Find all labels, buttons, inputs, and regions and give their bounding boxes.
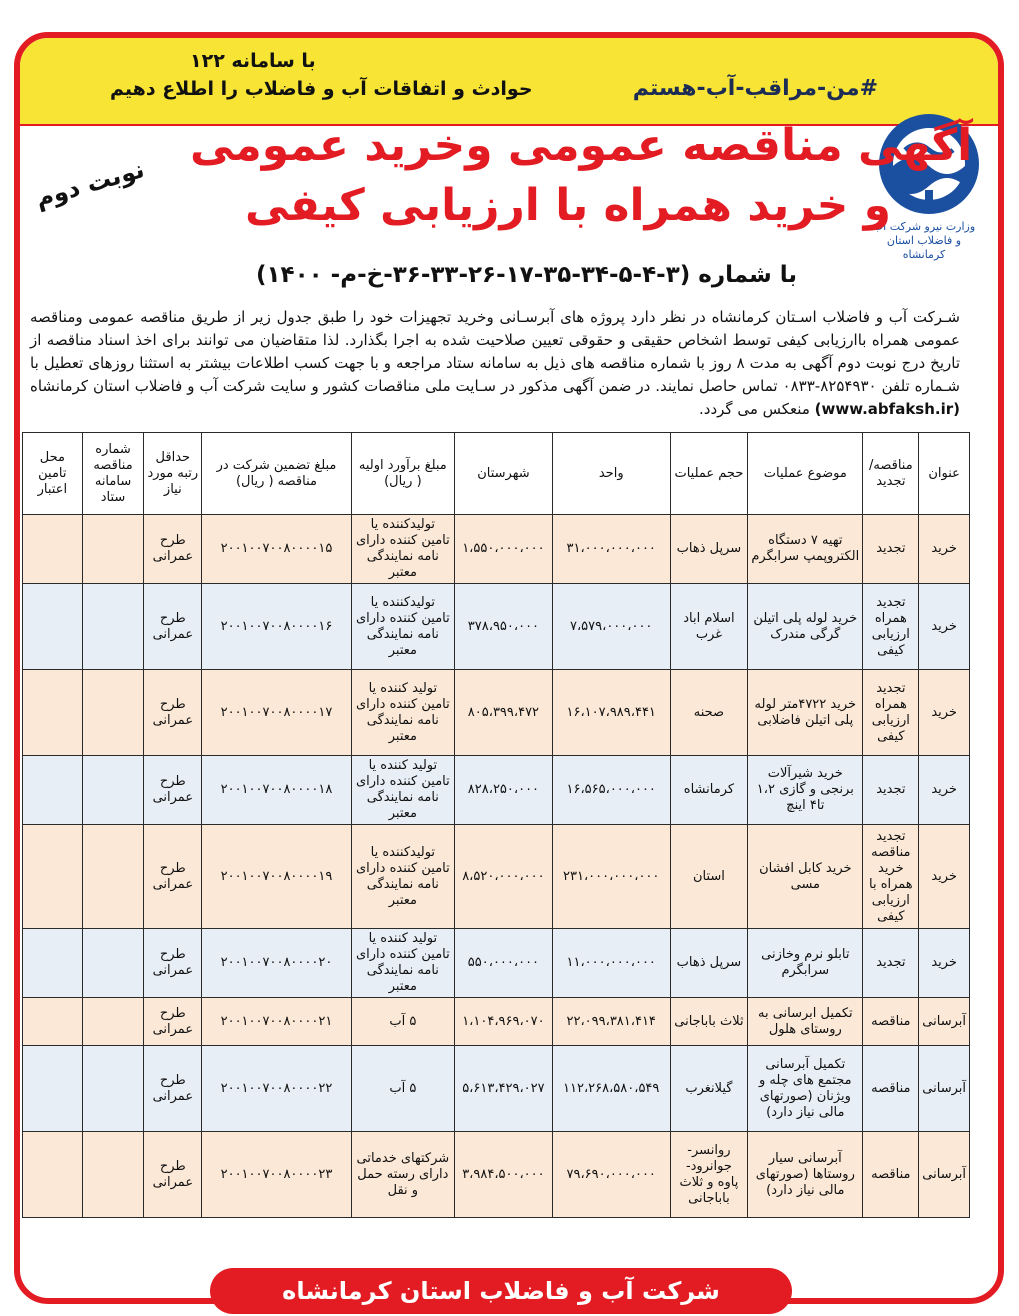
table-row — [23, 670, 970, 756]
cell-city: ۱،۵۵۰،۰۰۰،۰۰۰ — [454, 515, 552, 584]
cell-subject: تکمیل ابرسانی به روستای هلول — [748, 998, 863, 1046]
cell-guarantee: ۲۰۰۱۰۰۷۰۰۸۰۰۰۰۱۸ — [202, 756, 351, 825]
cell-title: خرید — [919, 825, 970, 929]
cell-type: تجدید — [863, 515, 919, 584]
cell-city: ۳،۹۸۴،۵۰۰،۰۰۰ — [454, 1132, 552, 1218]
cell-fund — [23, 1132, 83, 1218]
cell-estimate: تولیدکننده یا تامین کننده دارای نامه نمایندگی معتبر — [351, 825, 454, 929]
cell-volume: سرپل ذهاب — [670, 515, 748, 584]
cell-guarantee: ۲۰۰۱۰۰۷۰۰۸۰۰۰۰۲۰ — [202, 929, 351, 998]
intro-tail: منعکس می گردد. — [699, 400, 810, 418]
table-row — [23, 515, 970, 584]
cell-setad — [82, 1046, 144, 1132]
cell-estimate: ۵ آب — [351, 1046, 454, 1132]
table-header-row — [23, 433, 970, 515]
cell-fund — [23, 929, 83, 998]
cell-city: ۱،۱۰۴،۹۶۹،۰۷۰ — [454, 998, 552, 1046]
header-volume: حجم عملیات — [670, 433, 748, 515]
table-row — [23, 929, 970, 998]
cell-setad — [82, 515, 144, 584]
cell-estimate: تولیدکننده یا تامین کننده دارای نامه نمایندگی معتبر — [351, 584, 454, 670]
cell-fund — [23, 670, 83, 756]
hotline-line-2: حوادث و اتفاقات آب و فاضلاب را اطلاع دهیم — [110, 78, 533, 100]
cell-unit: ۲۳۱،۰۰۰،۰۰۰،۰۰۰ — [552, 825, 670, 929]
cell-subject: خرید کابل افشان مسی — [748, 825, 863, 929]
cell-subject: تکمیل آبرسانی مجتمع های چله و ویژنان (صورتهای مالی نیاز دارد) — [748, 1046, 863, 1132]
cell-volume: صحنه — [670, 670, 748, 756]
cell-city: ۵،۶۱۳،۴۲۹،۰۲۷ — [454, 1046, 552, 1132]
cell-type: تجدید — [863, 756, 919, 825]
cell-volume: گیلانغرب — [670, 1046, 748, 1132]
title-line-1: آگهی مناقصه عمومی وخرید عمومی — [190, 120, 973, 171]
cell-rank: طرح عمرانی — [144, 515, 202, 584]
cell-guarantee: ۲۰۰۱۰۰۷۰۰۸۰۰۰۰۲۱ — [202, 998, 351, 1046]
table-row — [23, 584, 970, 670]
cell-setad — [82, 584, 144, 670]
cell-unit: ۳۱،۰۰۰،۰۰۰،۰۰۰ — [552, 515, 670, 584]
footer-company-banner: شرکت آب و فاضلاب استان کرمانشاه — [210, 1268, 792, 1314]
cell-type: تجدید همراه ارزیابی کیفی — [863, 670, 919, 756]
cell-estimate: تولید کننده یا تامین کننده دارای نامه نمایندگی معتبر — [351, 756, 454, 825]
cell-fund — [23, 825, 83, 929]
cell-unit: ۱۱۲،۲۶۸،۵۸۰،۵۴۹ — [552, 1046, 670, 1132]
cell-setad — [82, 998, 144, 1046]
cell-guarantee: ۲۰۰۱۰۰۷۰۰۸۰۰۰۰۲۲ — [202, 1046, 351, 1132]
header-fund: محل تامین اعتبار — [23, 433, 83, 515]
header-unit: واحد — [552, 433, 670, 515]
table-row — [23, 998, 970, 1046]
cell-city: ۵۵۰،۰۰۰،۰۰۰ — [454, 929, 552, 998]
cell-setad — [82, 670, 144, 756]
cell-fund — [23, 998, 83, 1046]
intro-paragraph — [30, 306, 960, 421]
header-guarantee: مبلغ تضمین شرکت در مناقصه ( ریال) — [202, 433, 351, 515]
cell-unit: ۱۱،۰۰۰،۰۰۰،۰۰۰ — [552, 929, 670, 998]
cell-setad — [82, 756, 144, 825]
cell-estimate: تولید کننده یا تامین کننده دارای نامه نمایندگی معتبر — [351, 929, 454, 998]
cell-rank: طرح عمرانی — [144, 1132, 202, 1218]
cell-subject: خرید ۴۷۲۲متر لوله پلی اتیلن فاضلابی — [748, 670, 863, 756]
header-setad: شماره مناقصه سامانه ستاد — [82, 433, 144, 515]
cell-title: خرید — [919, 515, 970, 584]
cell-type: مناقصه — [863, 1132, 919, 1218]
cell-city: ۸،۵۲۰،۰۰۰،۰۰۰ — [454, 825, 552, 929]
cell-setad — [82, 825, 144, 929]
cell-subject: آبرسانی سیار روستاها (صورتهای مالی نیاز دارد) — [748, 1132, 863, 1218]
cell-unit: ۱۶،۱۰۷،۹۸۹،۴۴۱ — [552, 670, 670, 756]
cell-rank: طرح عمرانی — [144, 929, 202, 998]
table-row — [23, 825, 970, 929]
cell-volume: استان — [670, 825, 748, 929]
cell-guarantee: ۲۰۰۱۰۰۷۰۰۸۰۰۰۰۱۶ — [202, 584, 351, 670]
cell-estimate: شرکتهای خدماتی دارای رسته حمل و نقل — [351, 1132, 454, 1218]
cell-rank: طرح عمرانی — [144, 825, 202, 929]
cell-title: آبرسانی — [919, 1132, 970, 1218]
cell-estimate: تولیدکننده یا تامین کننده دارای نامه نمایندگی معتبر — [351, 515, 454, 584]
tender-number: با شماره (۳-۴-۵-۳۴-۳۵-۱۷-۲۶-۳۳-۳۶-خ-م- ۱۴۰۰) — [256, 262, 798, 288]
header-subject: موضوع عملیات — [748, 433, 863, 515]
cell-estimate: ۵ آب — [351, 998, 454, 1046]
cell-setad — [82, 929, 144, 998]
cell-volume: روانسر- جوانرود- پاوه و ثلاث باباجانی — [670, 1132, 748, 1218]
cell-title: خرید — [919, 929, 970, 998]
cell-setad — [82, 1132, 144, 1218]
round-label: نوبت دوم — [32, 155, 148, 213]
table-row — [23, 1046, 970, 1132]
cell-volume: کرمانشاه — [670, 756, 748, 825]
header-type: مناقصه/ تجدید — [863, 433, 919, 515]
cell-subject: خرید شیرآلات برنجی و گازی ۱،۲ تا۴ اینچ — [748, 756, 863, 825]
table-row — [23, 756, 970, 825]
cell-guarantee: ۲۰۰۱۰۰۷۰۰۸۰۰۰۰۱۵ — [202, 515, 351, 584]
cell-title: خرید — [919, 756, 970, 825]
cell-unit: ۲۲،۰۹۹،۳۸۱،۴۱۴ — [552, 998, 670, 1046]
cell-guarantee: ۲۰۰۱۰۰۷۰۰۸۰۰۰۰۱۷ — [202, 670, 351, 756]
cell-fund — [23, 756, 83, 825]
cell-unit: ۱۶،۵۶۵،۰۰۰،۰۰۰ — [552, 756, 670, 825]
header-title: عنوان — [919, 433, 970, 515]
table-row — [23, 1132, 970, 1218]
cell-volume: اسلام اباد غرب — [670, 584, 748, 670]
cell-guarantee: ۲۰۰۱۰۰۷۰۰۸۰۰۰۰۲۳ — [202, 1132, 351, 1218]
cell-type: مناقصه — [863, 998, 919, 1046]
cell-title: خرید — [919, 670, 970, 756]
hashtag-text: #من-مراقب-آب-هستم — [632, 76, 878, 101]
title-line-2: و خرید همراه با ارزیابی کیفی — [245, 180, 891, 231]
cell-subject: خرید لوله پلی اتیلن گرگی مندرک — [748, 584, 863, 670]
header-estimate: مبلغ برآورد اولیه ( ریال) — [351, 433, 454, 515]
logo-caption: وزارت نیرو شرکت آب و فاضلاب استان کرمانشاه — [872, 220, 976, 261]
header-city: شهرستان — [454, 433, 552, 515]
cell-type: تجدید همراه ارزیابی کیفی — [863, 584, 919, 670]
cell-volume: سرپل ذهاب — [670, 929, 748, 998]
cell-rank: طرح عمرانی — [144, 584, 202, 670]
cell-estimate: تولید کننده یا تامین کننده دارای نامه نمایندگی معتبر — [351, 670, 454, 756]
cell-type: تجدید — [863, 929, 919, 998]
cell-title: خرید — [919, 584, 970, 670]
cell-city: ۳۷۸،۹۵۰،۰۰۰ — [454, 584, 552, 670]
cell-fund — [23, 515, 83, 584]
cell-unit: ۷،۵۷۹،۰۰۰،۰۰۰ — [552, 584, 670, 670]
cell-city: ۸۲۸،۲۵۰،۰۰۰ — [454, 756, 552, 825]
hotline-line-1: با سامانه ۱۲۲ — [190, 50, 316, 72]
cell-title: آبرسانی — [919, 1046, 970, 1132]
website-link[interactable]: (www.abfaksh.ir) — [814, 400, 960, 418]
cell-fund — [23, 1046, 83, 1132]
cell-type: مناقصه — [863, 1046, 919, 1132]
cell-guarantee: ۲۰۰۱۰۰۷۰۰۸۰۰۰۰۱۹ — [202, 825, 351, 929]
intro-text: شـرکت آب و فاضلاب اسـتان کرمانشاه در نظر دارد پروژه های آبرسـانی وخرید تجهیزات خود را طبق جدول زیر از طریق مناقصه عمومی ومناقصه عمومی همراه باارزیابی کیفی توسط اشخاص حقیقی و حقوقی تعیین صلاحیت شده به اجرا بگذارد. لذا متقاضیان می توانند برای اخذ اسناد مناقصه از تاریخ درج نوبت دوم آگهی به مدت ۸ روز با شماره مناقصه های ذیل به سامانه ستاد مراجعه و با جهت کسب اطلاعات بیشتر به استثنا روزهای تعطیل با شـماره تلفن ۸۲۵۴۹۳۰-۰۸۳۳ تماس حاصل نمایند. در ضمن آگهی مذکور در سـایت ملی مناقصات کشور و سایت شرکت آب و فاضلاب استان کرمانشاه — [30, 308, 961, 395]
cell-rank: طرح عمرانی — [144, 998, 202, 1046]
cell-volume: ثلاث باباجانی — [670, 998, 748, 1046]
cell-fund — [23, 584, 83, 670]
cell-subject: تابلو نرم وخازنی سرابگرم — [748, 929, 863, 998]
cell-type: تجدید مناقصه خرید همراه با ارزیابی کیفی — [863, 825, 919, 929]
cell-title: آبرسانی — [919, 998, 970, 1046]
cell-unit: ۷۹،۶۹۰،۰۰۰،۰۰۰ — [552, 1132, 670, 1218]
cell-rank: طرح عمرانی — [144, 1046, 202, 1132]
header-rank: حداقل رتبه مورد نیاز — [144, 433, 202, 515]
top-banner — [20, 38, 998, 126]
cell-city: ۸۰۵،۳۹۹،۴۷۲ — [454, 670, 552, 756]
cell-rank: طرح عمرانی — [144, 670, 202, 756]
tender-table — [22, 432, 970, 1218]
cell-rank: طرح عمرانی — [144, 756, 202, 825]
cell-subject: تهیه ۷ دستگاه الکتروپمپ سرابگرم — [748, 515, 863, 584]
